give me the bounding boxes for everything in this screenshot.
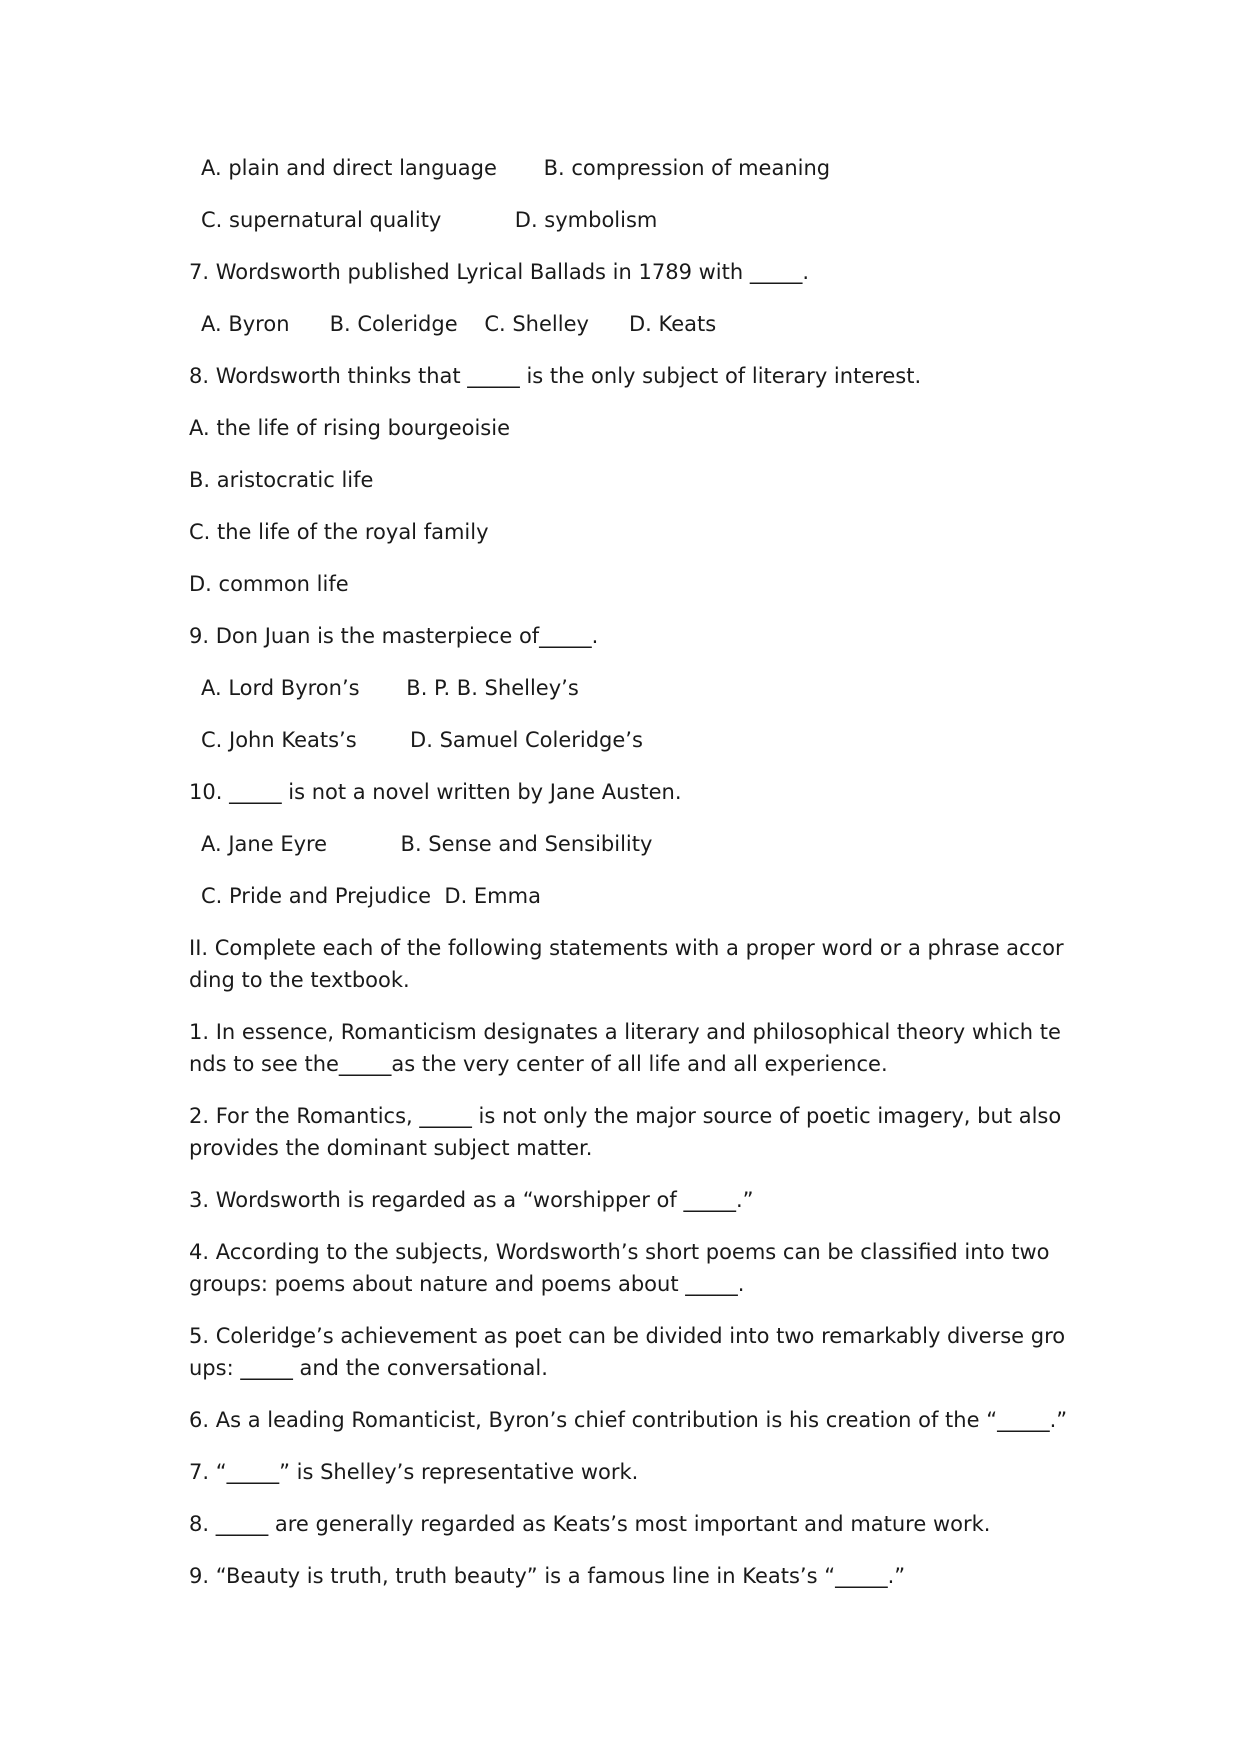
options-q9-cd: C. John Keats’s D. Samuel Coleridge’s <box>201 728 643 752</box>
statement-3: 3. Wordsworth is regarded as a “worshipper of _____.” <box>189 1188 754 1212</box>
options-q6-cd: C. supernatural quality D. symbolism <box>201 208 658 232</box>
section-ii-heading: II. Complete each of the following statements with a proper word or a phrase according to the textbook. <box>189 936 1064 992</box>
question-10: 10. _____ is not a novel written by Jane Austen. <box>189 780 682 804</box>
options-q9-ab: A. Lord Byron’s B. P. B. Shelley’s <box>201 676 579 700</box>
statement-5: 5. Coleridge’s achievement as poet can be divided into two remarkably diverse groups: _____ and the conversational. <box>189 1324 1066 1380</box>
statement-9: 9. “Beauty is truth, truth beauty” is a famous line in Keats’s “_____.” <box>189 1564 906 1588</box>
option-q8-a: A. the life of rising bourgeoisie <box>189 416 510 440</box>
question-9: 9. Don Juan is the masterpiece of_____. <box>189 624 599 648</box>
options-q10-cd: C. Pride and Prejudice D. Emma <box>201 884 541 908</box>
statement-8: 8. _____ are generally regarded as Keats’s most important and mature work. <box>189 1512 991 1536</box>
option-q8-b: B. aristocratic life <box>189 468 374 492</box>
question-8: 8. Wordsworth thinks that _____ is the only subject of literary interest. <box>189 364 922 388</box>
options-q6-ab: A. plain and direct language B. compression of meaning <box>201 156 831 180</box>
statement-6: 6. As a leading Romanticist, Byron’s chief contribution is his creation of the “_____.” <box>189 1408 1068 1432</box>
page-content <box>189 152 1069 1612</box>
statement-4: 4. According to the subjects, Wordsworth’s short poems can be classified into two groups: poems about nature and poems about _____. <box>189 1240 1050 1296</box>
option-q8-d: D. common life <box>189 572 349 596</box>
statement-1: 1. In essence, Romanticism designates a literary and philosophical theory which tends to see the_____as the very center of all life and all experience. <box>189 1020 1061 1076</box>
option-q8-c: C. the life of the royal family <box>189 520 489 544</box>
options-q10-ab: A. Jane Eyre B. Sense and Sensibility <box>201 832 653 856</box>
statement-2: 2. For the Romantics, _____ is not only the major source of poetic imagery, but also provides the dominant subject matter. <box>189 1104 1062 1160</box>
options-q7: A. Byron B. Coleridge C. Shelley D. Keats <box>201 312 717 336</box>
question-7: 7. Wordsworth published Lyrical Ballads in 1789 with _____. <box>189 260 810 284</box>
statement-7: 7. “_____” is Shelley’s representative work. <box>189 1460 639 1484</box>
